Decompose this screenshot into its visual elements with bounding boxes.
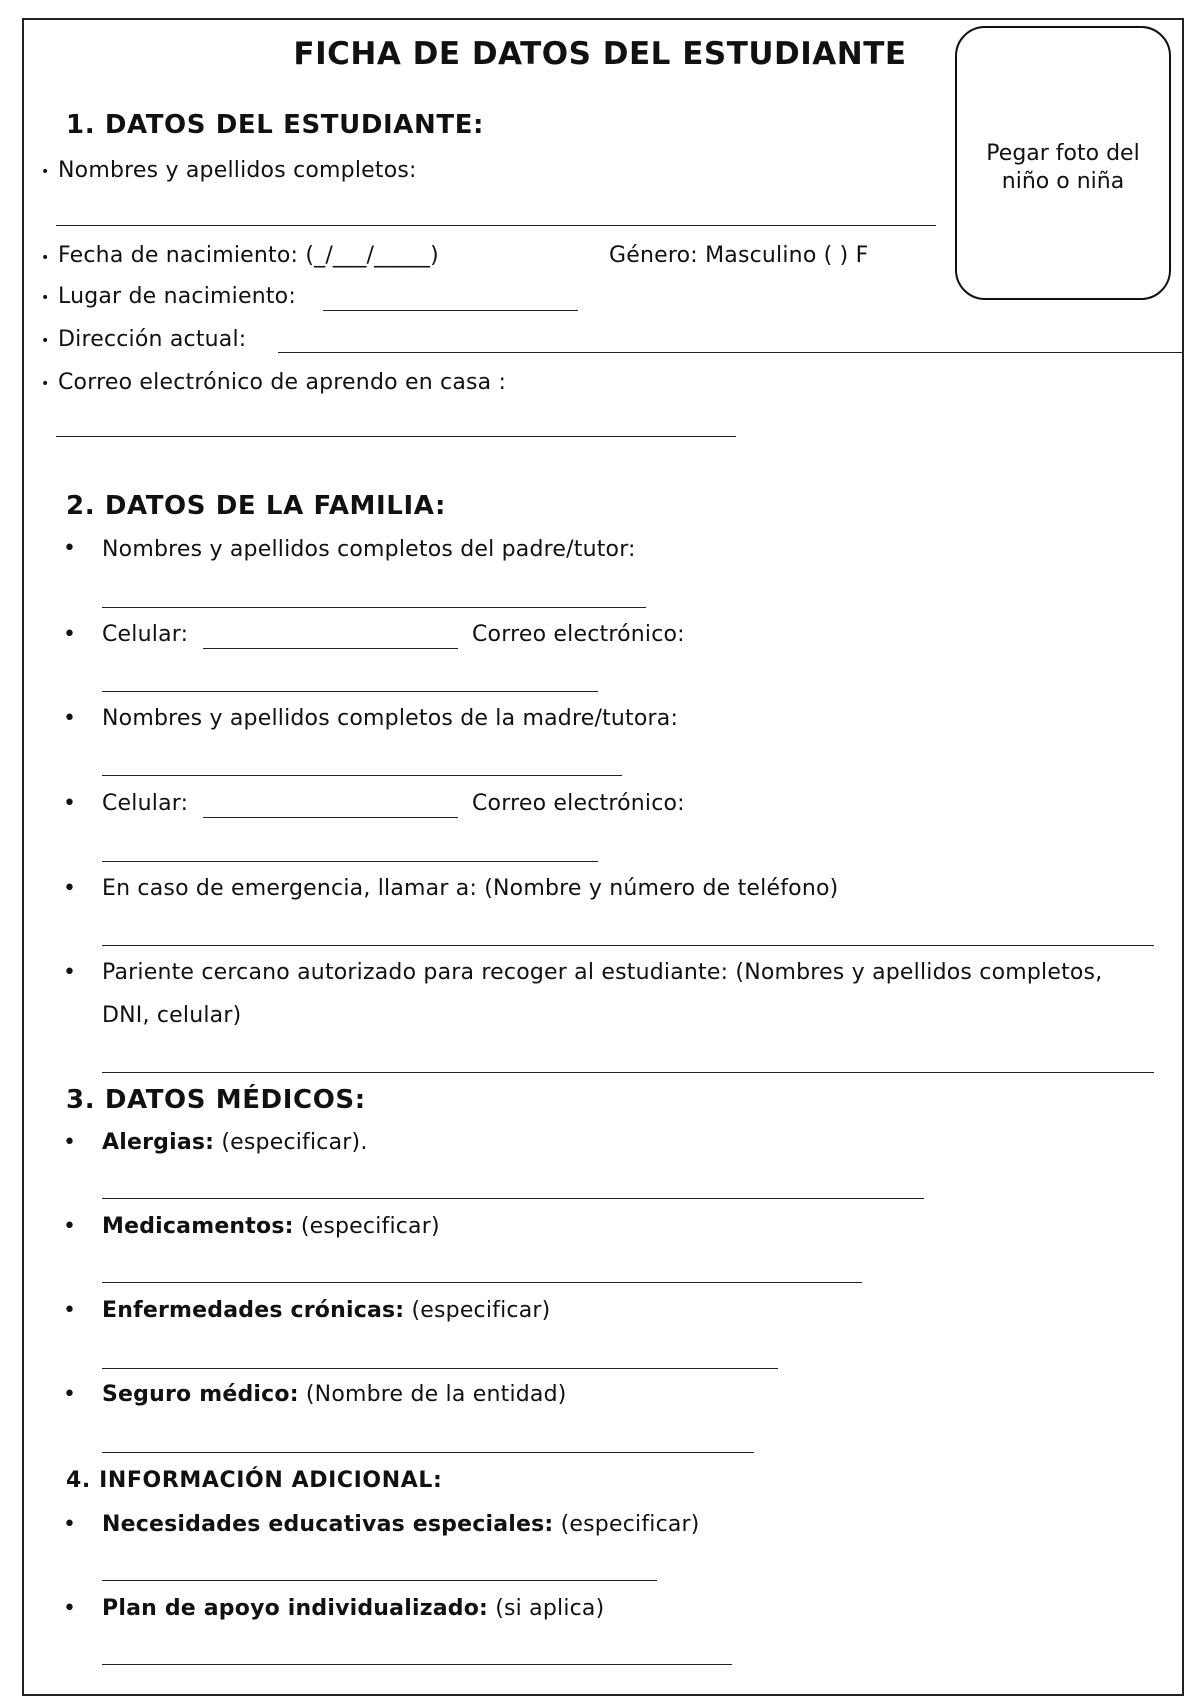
field-mother-cell-line[interactable] [203,817,458,818]
label-support-plan: Plan de apoyo individualizado: (si aplica) [102,1596,605,1621]
label-father-name: Nombres y apellidos completos del padre/tutor: [102,537,636,562]
label-pickup: Pariente cercano autorizado para recoger al estudiante: (Nombres y apellidos completos, [102,960,1103,985]
field-father-email-line[interactable] [102,691,598,692]
label-emergency: En caso de emergencia, llamar a: (Nombre y número de teléfono) [102,876,839,901]
form-title: FICHA DE DATOS DEL ESTUDIANTE [293,36,907,72]
label-allergies: Alergias: (especificar). [102,1130,368,1155]
bullet: • [63,960,76,985]
field-special-needs-line[interactable] [102,1580,657,1581]
label-birth-date[interactable]: Fecha de nacimiento: (_/___/_____) [58,243,439,268]
label-birth-place: Lugar de nacimiento: [58,284,296,309]
field-birth-place-line[interactable] [323,310,578,311]
bullet: • [41,164,50,180]
field-mother-email-line[interactable] [102,861,598,862]
field-father-name-line[interactable] [102,607,646,608]
bullet: • [63,1382,76,1407]
field-medications-line[interactable] [102,1282,862,1283]
field-address-line[interactable] [278,352,1182,353]
label-address: Dirección actual: [58,327,247,352]
field-names-line[interactable] [56,225,936,226]
bullet: • [41,250,50,266]
label-email-aprendo: Correo electrónico de aprendo en casa : [58,370,507,395]
bullet: • [63,1214,76,1239]
bullet: • [63,1130,76,1155]
bullet: • [63,1512,76,1537]
bullet: • [63,536,76,561]
field-emergency-line[interactable] [102,945,1154,946]
label-mother-cell: Celular: [102,791,189,816]
label-pickup-cont: DNI, celular) [102,1003,242,1028]
label-father-email: Correo electrónico: [472,622,685,647]
label-chronic: Enfermedades crónicas: (especificar) [102,1298,551,1323]
bullet: • [41,333,50,349]
bullet: • [63,706,76,731]
label-mother-name: Nombres y apellidos completos de la madre/tutora: [102,706,679,731]
label-special-needs: Necesidades educativas especiales: (especificar) [102,1512,700,1537]
bullet: • [63,876,76,901]
field-email-aprendo-line[interactable] [56,436,736,437]
section1-heading: 1. DATOS DEL ESTUDIANTE: [66,110,485,140]
label-gender[interactable]: Género: Masculino ( ) F [609,243,869,268]
bullet: • [63,622,76,647]
photo-box-label: Pegar foto del niño o niña [986,141,1140,194]
section3-heading: 3. DATOS MÉDICOS: [66,1085,366,1115]
section4-heading: 4. INFORMACIÓN ADICIONAL: [66,1468,443,1493]
page-border-right [1182,18,1184,1696]
label-names: Nombres y apellidos completos: [58,158,417,183]
label-mother-email: Correo electrónico: [472,791,685,816]
bullet: • [41,376,50,392]
photo-box [955,26,1171,300]
field-chronic-line[interactable] [102,1368,778,1369]
label-medications: Medicamentos: (especificar) [102,1214,440,1239]
bullet: • [63,1298,76,1323]
field-allergies-line[interactable] [102,1198,924,1199]
bullet: • [41,290,50,306]
bullet: • [63,1596,76,1621]
section2-heading: 2. DATOS DE LA FAMILIA: [66,491,446,521]
label-insurance: Seguro médico: (Nombre de la entidad) [102,1382,567,1407]
field-pickup-line[interactable] [102,1072,1154,1073]
field-father-cell-line[interactable] [203,648,458,649]
field-support-plan-line[interactable] [102,1664,732,1665]
field-insurance-line[interactable] [102,1452,754,1453]
label-father-cell: Celular: [102,622,189,647]
field-mother-name-line[interactable] [102,775,622,776]
bullet: • [63,791,76,816]
